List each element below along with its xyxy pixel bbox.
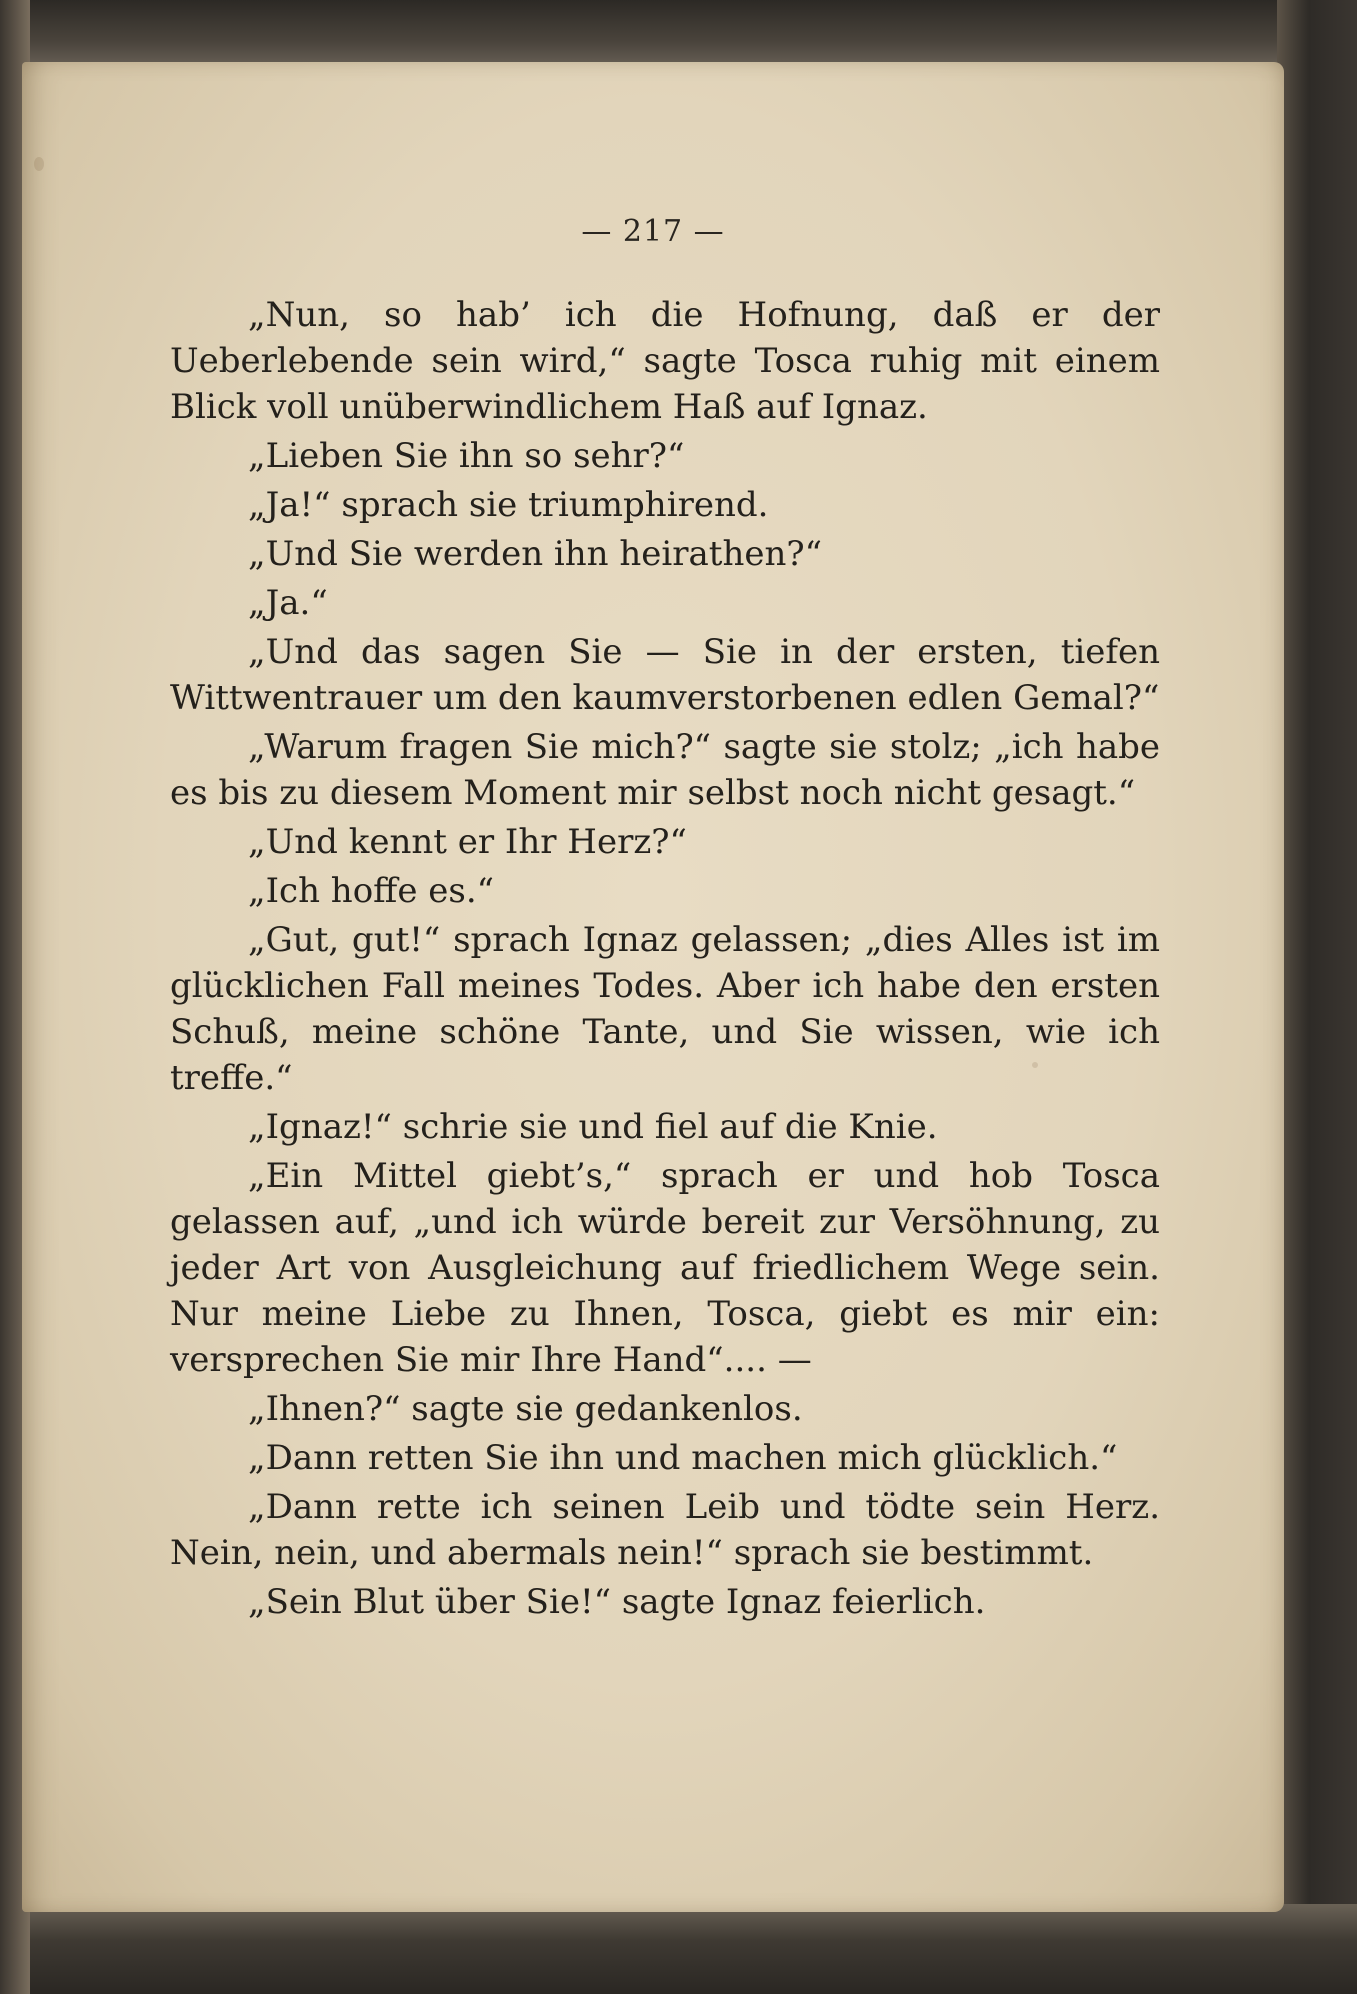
paragraph: „Und Sie werden ihn heirathen?“ — [248, 534, 822, 574]
paragraph: „Ignaz!“ schrie sie und fiel auf die Knie. — [248, 1107, 938, 1147]
paragraph: „Ich hoffe es.“ — [248, 871, 495, 911]
paragraph: „Und kennt er Ihr Herz?“ — [248, 822, 687, 862]
book-cover-right — [1277, 0, 1357, 1994]
paragraph: „Lieben Sie ihn so sehr?“ — [248, 436, 685, 476]
book-cover-bottom — [0, 1904, 1357, 1994]
paragraph: „Warum fragen Sie mich?“ sagte sie stolz; „ich habe es bis zu diesem Moment mir selbst noch nicht gesagt.“ — [170, 727, 1160, 813]
book-cover-top — [0, 0, 1357, 70]
paragraph: „Ja!“ sprach sie triumphirend. — [248, 485, 769, 525]
paragraph: „Dann rette ich seinen Leib und tödte sein Herz. Nein, nein, und abermals nein!“ sprach sie bestimmt. — [170, 1487, 1160, 1573]
page-number: — 217 — — [581, 214, 725, 249]
paragraph: „Ein Mittel giebt’s,“ sprach er und hob Tosca gelassen auf, „und ich würde bereit zur Versöhnung, zu jeder Art von Ausgleichung auf friedlichem Wege sein. Nur meine Liebe zu Ihnen, Tosca, giebt es mir ein: versprechen Sie mir Ihre Hand“.... — — [170, 1156, 1160, 1380]
paragraph: „Sein Blut über Sie!“ sagte Ignaz feierlich. — [248, 1582, 986, 1622]
book-page — [22, 62, 1284, 1912]
paragraph: „Gut, gut!“ sprach Ignaz gelassen; „dies Alles ist im glücklichen Fall meines Todes. Aber ich habe den ersten Schuß, meine schöne Tante, und Sie wissen, wie ich treffe.“ — [170, 920, 1160, 1098]
paragraph: „Ja.“ — [248, 583, 328, 623]
paragraph: „Nun, so hab’ ich die Hofnung, daß er der Ueberlebende sein wird,“ sagte Tosca ruhig mit einem Blick voll unüberwindlichem Haß auf Ignaz. — [170, 295, 1160, 427]
paragraph: „Ihnen?“ sagte sie gedankenlos. — [248, 1389, 803, 1429]
paper-stain — [34, 157, 44, 171]
paragraph: „Und das sagen Sie — Sie in der ersten, tiefen Wittwentrauer um den kaumverstorbenen edlen Gemal?“ — [170, 632, 1160, 718]
paragraph: „Dann retten Sie ihn und machen mich glücklich.“ — [248, 1438, 1118, 1478]
page-text — [170, 292, 1160, 1625]
